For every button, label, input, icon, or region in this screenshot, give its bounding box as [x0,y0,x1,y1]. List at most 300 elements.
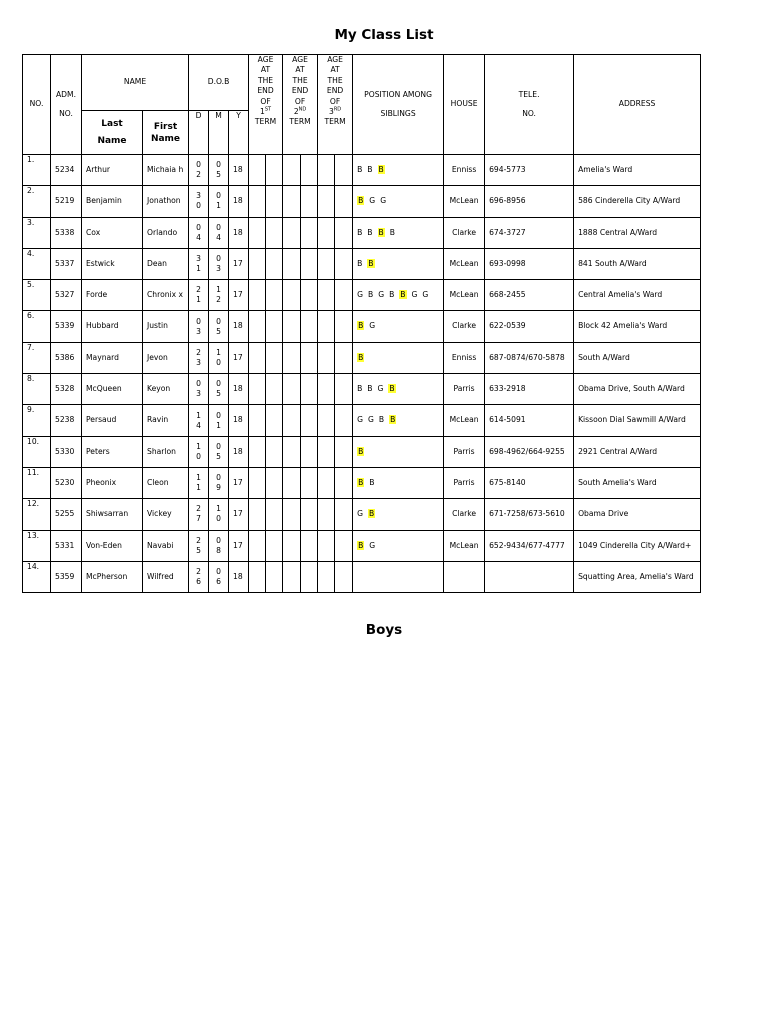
header-tele-line2: NO. [522,109,536,118]
first-name: Justin [143,311,189,342]
adm-no: 5330 [51,436,82,467]
header-the-word-2: THE [292,75,308,85]
address: Block 42 Amelia's Ward [574,311,701,342]
header-at-word-1: AT [260,65,271,75]
age-term-cell [266,248,283,279]
sibling-marker: G [422,290,429,300]
table-row [23,342,701,373]
header-end-word-3: END [326,86,344,96]
adm-no: 5338 [51,217,82,248]
dob-digit: 1 [196,264,201,274]
sibling-marker: G [378,290,385,300]
roster-body [23,155,701,593]
sibling-marker: G [380,196,387,206]
row-number: 8. [23,374,51,405]
header-position-line2: SIBLINGS [380,109,416,118]
age-term-cell [301,530,318,561]
dob-digit: 4 [216,232,221,242]
dob-year: 17 [229,248,249,279]
age-term-cell [301,499,318,530]
address: Obama Drive [574,499,701,530]
house: McLean [444,186,485,217]
sibling-marker: G [369,321,376,331]
address: 586 Cinderella City A/Ward [574,186,701,217]
age-term-cell [301,561,318,592]
header-of-word-1: OF [260,96,271,106]
siblings-position [353,342,444,373]
adm-no: 5331 [51,530,82,561]
age-term-cell [283,248,301,279]
section-subtitle: Boys [365,622,403,638]
age-term-cell [335,561,353,592]
dob-digit: 5 [196,545,201,555]
house [444,561,485,592]
dob-year: 17 [229,530,249,561]
sibling-marker: B [389,384,395,394]
dob-digit: 0 [216,357,221,367]
siblings-position [353,186,444,217]
first-name: Wilfred [143,561,189,592]
dob-digit: 0 [196,222,201,232]
row-number: 2. [23,186,51,217]
age-term-cell [335,405,353,436]
age-term-cell [266,467,283,498]
age-term-cell [301,467,318,498]
sibling-marker: G [357,509,363,519]
age-term-cell [318,311,335,342]
first-name: Cleon [143,467,189,498]
dob-digit: 3 [216,264,221,274]
header-term-word-1: TERM [254,117,277,127]
age-term-cell [301,342,318,373]
age-term-cell [335,436,353,467]
dob-digit: 2 [196,347,201,357]
header-first-line2: Name [150,133,181,144]
dob-day [189,155,209,186]
header-age-word-3: AGE [327,55,343,64]
sibling-marker: G [377,384,384,394]
dob-digit: 0 [196,451,201,461]
house: McLean [444,248,485,279]
age-term-cell [301,311,318,342]
dob-day [189,530,209,561]
header-address: ADDRESS [574,55,701,155]
sibling-marker: G [369,196,376,206]
last-name: Estwick [82,248,143,279]
dob-digit: 0 [196,379,201,389]
sibling-marker: G [357,415,363,425]
age-term-cell [335,499,353,530]
dob-digit: 0 [216,254,221,264]
siblings-position [353,436,444,467]
dob-digit: 4 [196,232,201,242]
dob-month [209,467,229,498]
last-name: McQueen [82,374,143,405]
sibling-marker: B [400,290,406,300]
header-position-siblings [353,55,444,155]
telephone: 668-2455 [485,280,574,311]
address: 2921 Central A/Ward [574,436,701,467]
dob-day [189,436,209,467]
adm-no: 5386 [51,342,82,373]
sibling-marker: B [389,290,395,300]
adm-no: 5339 [51,311,82,342]
table-row [23,561,701,592]
header-tele-line1: TELE. [518,89,540,99]
siblings-position [353,499,444,530]
dob-day [189,248,209,279]
header-tele-no [485,55,574,155]
dob-digit: 1 [216,285,221,295]
first-name: Ravin [143,405,189,436]
dob-digit: 1 [216,347,221,357]
dob-year: 18 [229,405,249,436]
age-term-cell [301,436,318,467]
age-term-cell [335,374,353,405]
age-term-cell [249,374,266,405]
dob-day [189,467,209,498]
sibling-marker: B [367,164,373,174]
age-term-cell [301,217,318,248]
age-term-cell [266,155,283,186]
telephone [485,561,574,592]
age-term-cell [266,561,283,592]
age-term-cell [301,280,318,311]
age-term-cell [318,405,335,436]
dob-digit: 2 [196,535,201,545]
dob-digit: 1 [216,504,221,514]
dob-month [209,499,229,530]
dob-digit: 3 [196,326,201,336]
dob-day [189,186,209,217]
age-term-cell [335,342,353,373]
age-term-cell [266,217,283,248]
adm-no: 5238 [51,405,82,436]
siblings-position [353,248,444,279]
dob-day [189,217,209,248]
row-number: 6. [23,311,51,342]
header-the-word-3: THE [327,75,343,85]
age-term-cell [266,405,283,436]
header-day: D [189,111,209,155]
house: McLean [444,405,485,436]
sibling-marker: B [368,509,375,519]
first-name: Keyon [143,374,189,405]
telephone: 614-5091 [485,405,574,436]
last-name: Persaud [82,405,143,436]
age-term-cell [335,280,353,311]
dob-digit: 1 [196,473,201,483]
dob-digit: 6 [216,577,221,586]
address: Kissoon Dial Sawmill A/Ward [574,405,701,436]
first-name: Michaia h [143,155,189,186]
dob-year: 18 [229,217,249,248]
first-name: Sharlon [143,436,189,467]
header-term-word-3: TERM [324,117,346,127]
sibling-marker: B [367,384,373,394]
header-name: NAME [82,55,189,111]
age-term-cell [266,436,283,467]
sibling-marker: G [411,290,418,300]
sibling-marker: G [369,540,376,550]
header-term-word-2: TERM [289,117,311,127]
header-first-line1: First [153,121,178,132]
age-term-cell [283,530,301,561]
table-row [23,467,701,498]
adm-no: 5230 [51,467,82,498]
dob-year: 17 [229,499,249,530]
age-term-cell [301,374,318,405]
dob-digit: 5 [216,451,221,461]
dob-digit: 0 [196,160,201,170]
address: 1049 Cinderella City A/Ward+ [574,530,701,561]
adm-no: 5327 [51,280,82,311]
sibling-marker: G [357,290,363,300]
age-term-cell [335,530,353,561]
dob-digit: 0 [216,222,221,232]
dob-day [189,405,209,436]
sibling-marker: B [357,384,363,394]
class-list-table [22,54,701,593]
age-term-cell [249,186,266,217]
sibling-marker: B [357,164,363,174]
dob-digit: 2 [196,285,201,295]
page-title: My Class List [334,27,434,43]
dob-year: 17 [229,280,249,311]
row-number: 3. [23,217,51,248]
age-term-cell [318,499,335,530]
age-term-cell [318,217,335,248]
sibling-marker: B [378,415,385,425]
telephone: 622-0539 [485,311,574,342]
header-of-word-2: OF [294,96,306,106]
header-adm-no [51,55,82,155]
age-term-cell [318,342,335,373]
age-term-cell [249,248,266,279]
sibling-marker: B [357,258,363,268]
age-term-cell [318,374,335,405]
age-term-cell [318,467,335,498]
age-term-cell [301,248,318,279]
last-name: Maynard [82,342,143,373]
sibling-marker: B [357,227,363,237]
header-last-line2: Name [97,136,127,146]
dob-digit: 1 [216,420,221,430]
dob-year: 18 [229,311,249,342]
first-name: Jevon [143,342,189,373]
dob-digit: 0 [216,191,221,201]
age-term-cell [266,280,283,311]
age-term-cell [266,311,283,342]
dob-digit: 1 [196,483,201,493]
first-name: Chronix x [143,280,189,311]
age-term-cell [249,217,266,248]
dob-digit: 0 [216,316,221,326]
age-term-cell [249,530,266,561]
adm-no: 5328 [51,374,82,405]
first-name: Jonathon [143,186,189,217]
age-term-cell [301,155,318,186]
siblings-position [353,467,444,498]
dob-day [189,499,209,530]
house: Clarke [444,217,485,248]
header-at-word-2: AT [295,65,305,75]
header-no: NO. [23,55,51,155]
dob-month [209,280,229,311]
sibling-marker: B [390,415,396,425]
age-term-cell [283,436,301,467]
header-term-ordinal-1: 1ST [260,106,272,117]
table-row [23,405,701,436]
dob-year: 17 [229,342,249,373]
row-number: 5. [23,280,51,311]
first-name: Vickey [143,499,189,530]
age-term-cell [249,499,266,530]
house: Parris [444,374,485,405]
header-end-word-2: END [291,86,309,96]
dob-month [209,342,229,373]
dob-digit: 1 [196,295,201,305]
age-term-cell [266,530,283,561]
dob-year: 18 [229,436,249,467]
last-name: Cox [82,217,143,248]
row-number: 11. [23,467,51,498]
dob-year: 17 [229,467,249,498]
siblings-position [353,311,444,342]
dob-month [209,530,229,561]
house: Parris [444,467,485,498]
dob-digit: 1 [216,201,221,211]
last-name: Arthur [82,155,143,186]
last-name: Hubbard [82,311,143,342]
age-term-cell [283,499,301,530]
dob-month [209,311,229,342]
header-last-name [82,111,143,155]
age-term-cell [249,467,266,498]
age-term-cell [318,530,335,561]
sibling-marker: B [389,227,395,237]
age-term-cell [249,405,266,436]
header-at-word-3: AT [330,65,340,75]
dob-digit: 9 [216,483,221,493]
telephone: 671-7258/673-5610 [485,499,574,530]
last-name: Von-Eden [82,530,143,561]
telephone: 696-8956 [485,186,574,217]
telephone: 698-4962/664-9255 [485,436,574,467]
first-name: Dean [143,248,189,279]
age-term-cell [266,374,283,405]
house: Enniss [444,155,485,186]
address: South Amelia's Ward [574,467,701,498]
dob-digit: 0 [216,410,221,420]
header-term-ordinal-3: 3RD [328,106,342,117]
address: 1888 Central A/Ward [574,217,701,248]
adm-no: 5337 [51,248,82,279]
dob-digit: 4 [196,420,201,430]
dob-month [209,155,229,186]
table-row [23,374,701,405]
dob-year: 18 [229,155,249,186]
age-term-cell [249,561,266,592]
telephone: 694-5773 [485,155,574,186]
header-adm-line2: NO. [59,109,73,118]
age-term-cell [283,186,301,217]
dob-digit: 2 [196,170,201,180]
dob-digit: 3 [196,254,201,264]
sibling-marker: B [367,227,373,237]
age-term-cell [335,155,353,186]
dob-day [189,342,209,373]
siblings-position [353,561,444,592]
header-house: HOUSE [444,55,485,155]
last-name: Pheonix [82,467,143,498]
table-row [23,436,701,467]
house: Clarke [444,311,485,342]
dob-day [189,280,209,311]
age-term-cell [283,342,301,373]
telephone: 693-0998 [485,248,574,279]
header-adm-line1: ADM. [55,89,76,99]
header-position-line1: POSITION AMONG [364,89,432,99]
dob-digit: 0 [216,441,221,451]
dob-digit: 0 [216,473,221,483]
age-term-cell [301,186,318,217]
dob-digit: 0 [216,535,221,545]
header-dob: D.O.B [189,55,249,111]
age-term-cell [318,155,335,186]
adm-no: 5359 [51,561,82,592]
address: Central Amelia's Ward [574,280,701,311]
sibling-marker: B [358,196,364,206]
age-term-cell [301,405,318,436]
dob-month [209,405,229,436]
address: 841 South A/Ward [574,248,701,279]
dob-digit: 6 [196,577,201,586]
last-name: Shiwsarran [82,499,143,530]
header-last-line1: Last [101,119,123,129]
dob-digit: 2 [216,295,221,305]
dob-digit: 3 [196,389,201,399]
age-term-cell [335,248,353,279]
house: McLean [444,280,485,311]
age-term-cell [283,467,301,498]
age-term-cell [283,217,301,248]
sibling-marker: B [358,477,364,487]
house: McLean [444,530,485,561]
dob-digit: 2 [196,567,201,576]
header-age-term-3 [318,55,353,155]
age-term-cell [335,311,353,342]
row-number: 7. [23,342,51,373]
telephone: 675-8140 [485,467,574,498]
siblings-position [353,530,444,561]
header-end-word-1: END [257,86,274,96]
age-term-cell [283,405,301,436]
age-term-cell [318,561,335,592]
header-year: Y [229,111,249,155]
sibling-marker: G [367,415,374,425]
row-number: 13. [23,530,51,561]
age-term-cell [249,342,266,373]
header-age-word-2: AGE [292,55,308,64]
telephone: 674-3727 [485,217,574,248]
dob-day [189,561,209,592]
age-term-cell [283,155,301,186]
dob-month [209,186,229,217]
sibling-marker: B [367,290,374,300]
row-number: 12. [23,499,51,530]
sibling-marker: B [369,477,375,487]
